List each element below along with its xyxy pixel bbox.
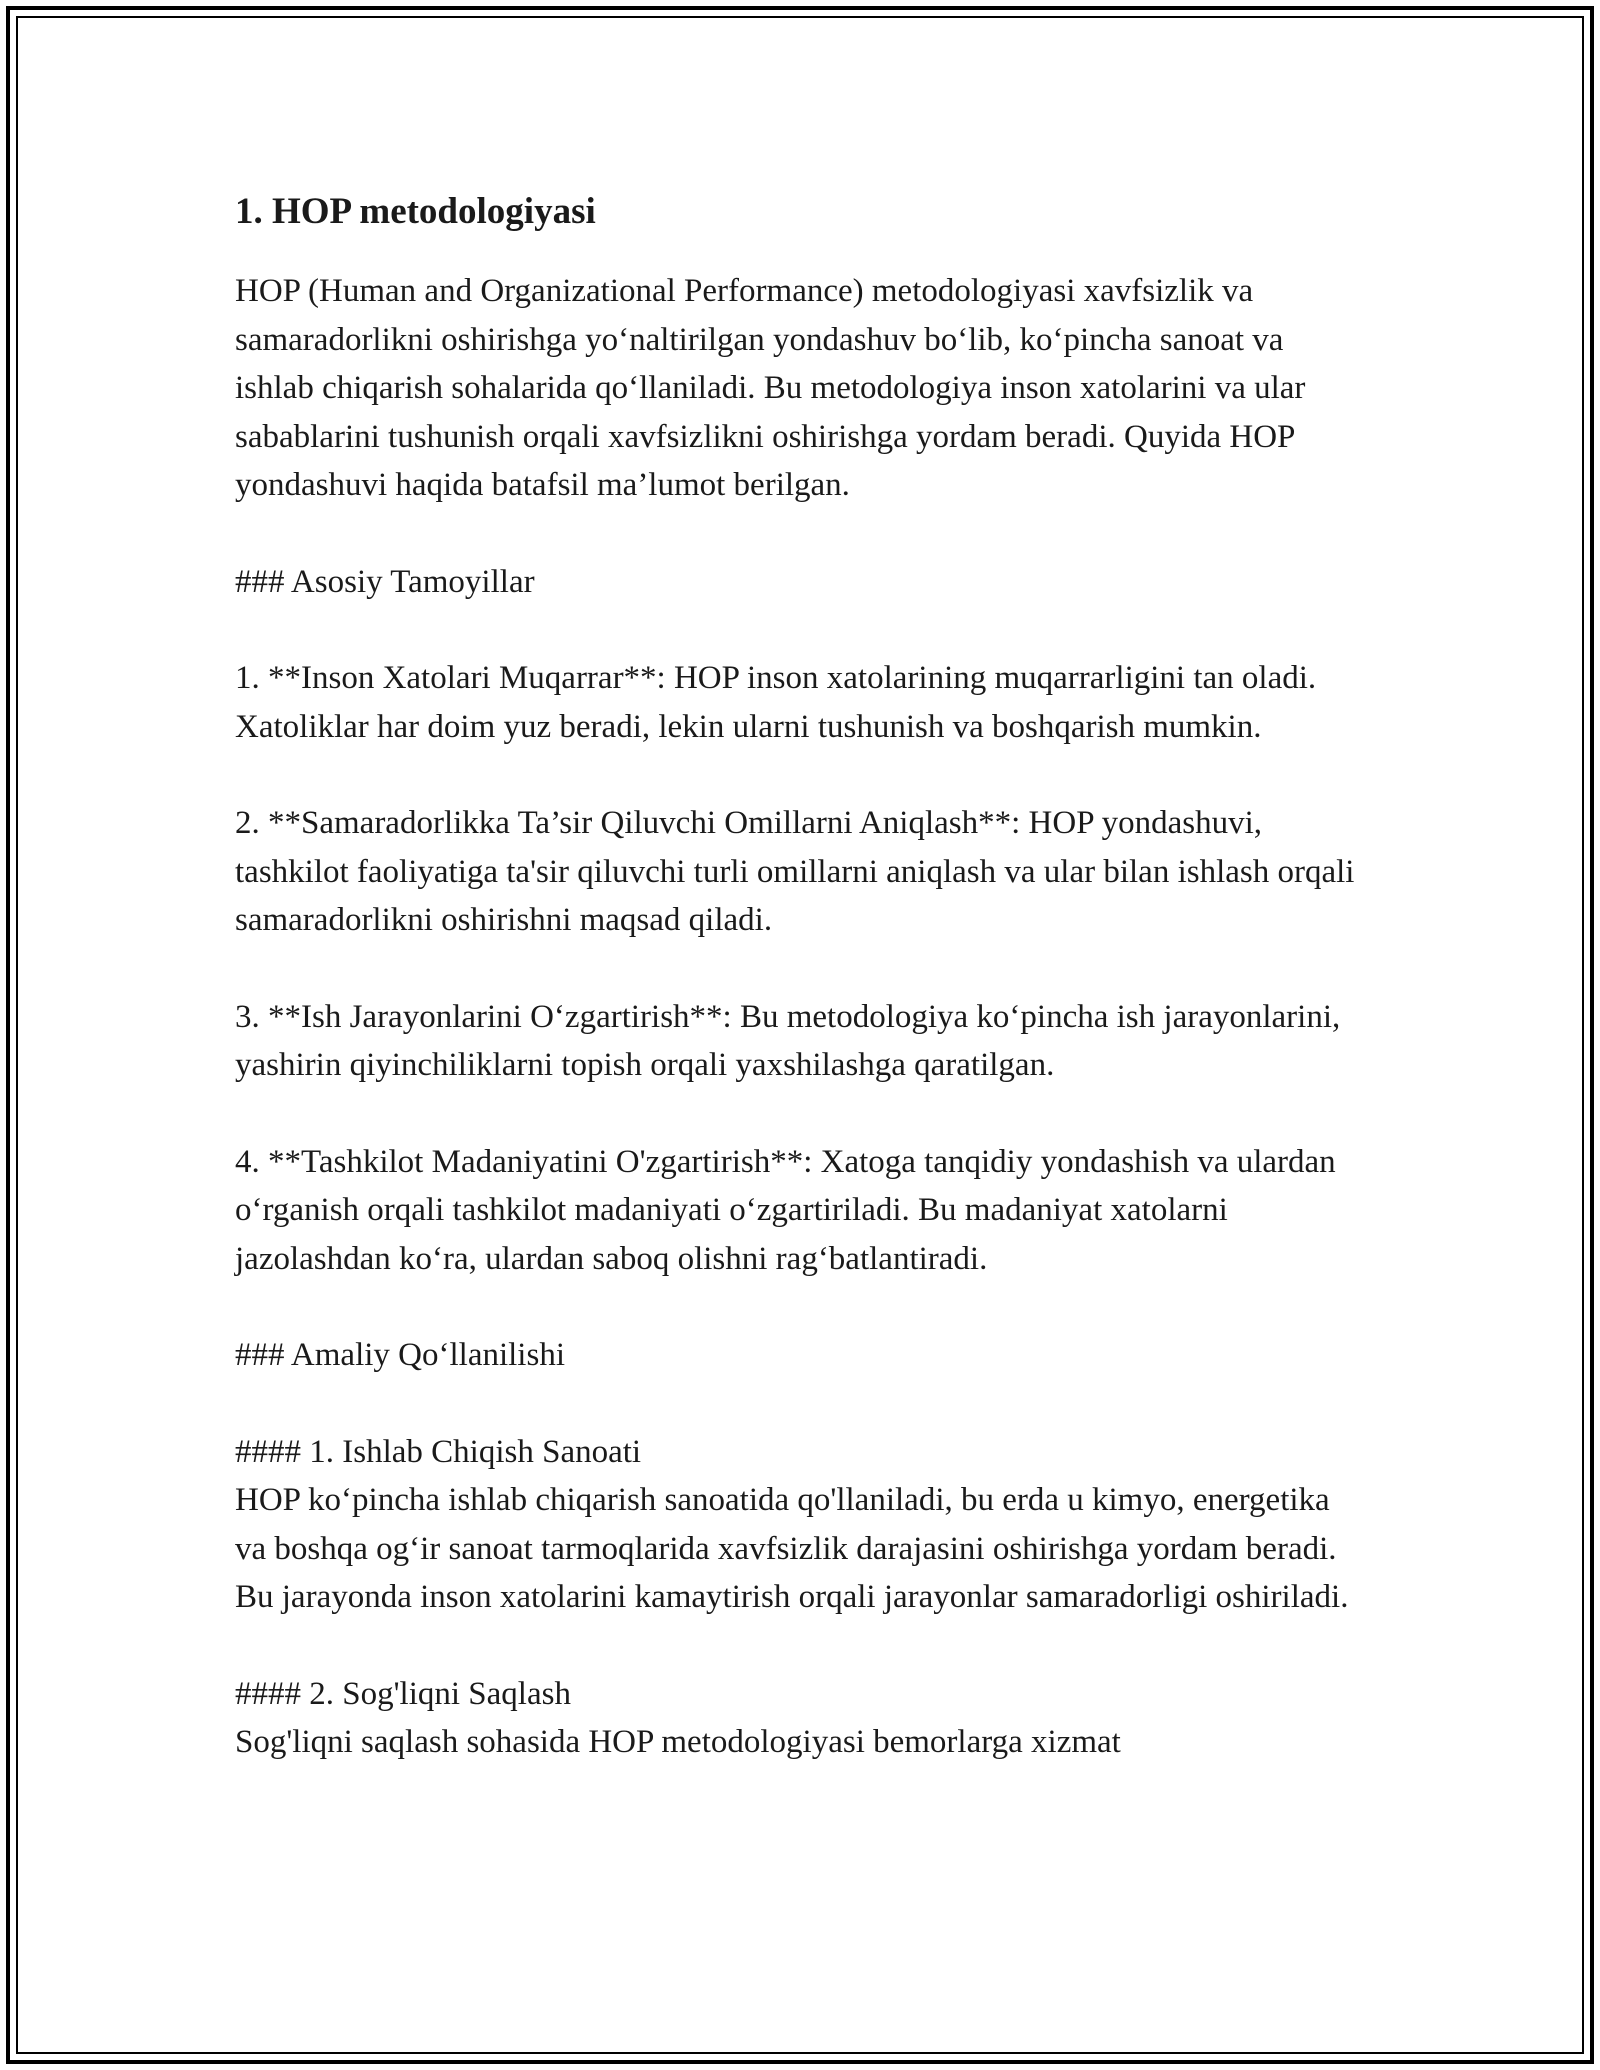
section-heading-principles: ### Asosiy Tamoyillar: [235, 563, 535, 600]
section-heading-application: ### Amaliy Qo‘llanilishi: [235, 1337, 565, 1373]
principle-item-4: 4. **Tashkilot Madaniyatini O'zgartirish**: Xatoga tanqidiy yondashish va ulardan o‘rganish orqali tashkilot madaniyati o‘zgartiriladi. Bu madaniyat xatolarni jazolashdan ko‘ra, ulardan saboq olishni rag‘batlantiradi.: [235, 1143, 1336, 1277]
intro-paragraph: HOP (Human and Organizational Performance) metodologiyasi xavfsizlik va samaradorlikni oshirishga yo‘naltirilgan yondashuv bo‘lib, ko‘pincha sanoat va ishlab chiqarish sohalarida qo‘llaniladi. Bu metodologiya inson xatolarini va ular sabablarini tushunish orqali xavfsizlikni oshirishga yordam beradi. Quyida HOP yondashuvi haqida batafsil ma’lumot berilgan.: [235, 273, 1306, 503]
subsection-heading-industry: #### 1. Ishlab Chiqish Sanoati: [235, 1433, 642, 1470]
industry-paragraph: HOP ko‘pincha ishlab chiqarish sanoatida qo'llaniladi, bu erda u kimyo, energetika va boshqa og‘ir sanoat tarmoqlarida xavfsizlik darajasini oshirishga yordam beradi. Bu jarayonda inson xatolarini kamaytirish orqali jarayonlar samaradorligi oshiriladi.: [235, 1482, 1349, 1615]
healthcare-paragraph: Sog'liqni saqlash sohasida HOP metodologiyasi bemorlarga xizmat: [235, 1724, 1121, 1760]
principle-item-3: 3. **Ish Jarayonlarini O‘zgartirish**: Bu metodologiya ko‘pincha ish jarayonlarini, yashirin qiyinchiliklarni topish orqali yaxshilashga qaratilgan.: [235, 998, 1341, 1083]
subsection-heading-healthcare: #### 2. Sog'liqni Saqlash: [235, 1675, 571, 1712]
principle-item-2: 2. **Samaradorlikka Ta’sir Qiluvchi Omillarni Aniqlash**: HOP yondashuvi, tashkilot faoliyatiga ta'sir qiluvchi turli omillarni aniqlash va ular bilan ishlash orqali samaradorlikni oshirishni maqsad qiladi.: [235, 805, 1355, 938]
principle-item-1: 1. **Inson Xatolari Muqarrar**: HOP inson xatolarining muqarrarligini tan oladi. Xatoliklar har doim yuz beradi, lekin ularni tushunish va boshqarish mumkin.: [235, 660, 1317, 745]
document-title: 1. HOP metodologiyasi: [235, 191, 596, 232]
document-body: [235, 185, 1365, 1815]
